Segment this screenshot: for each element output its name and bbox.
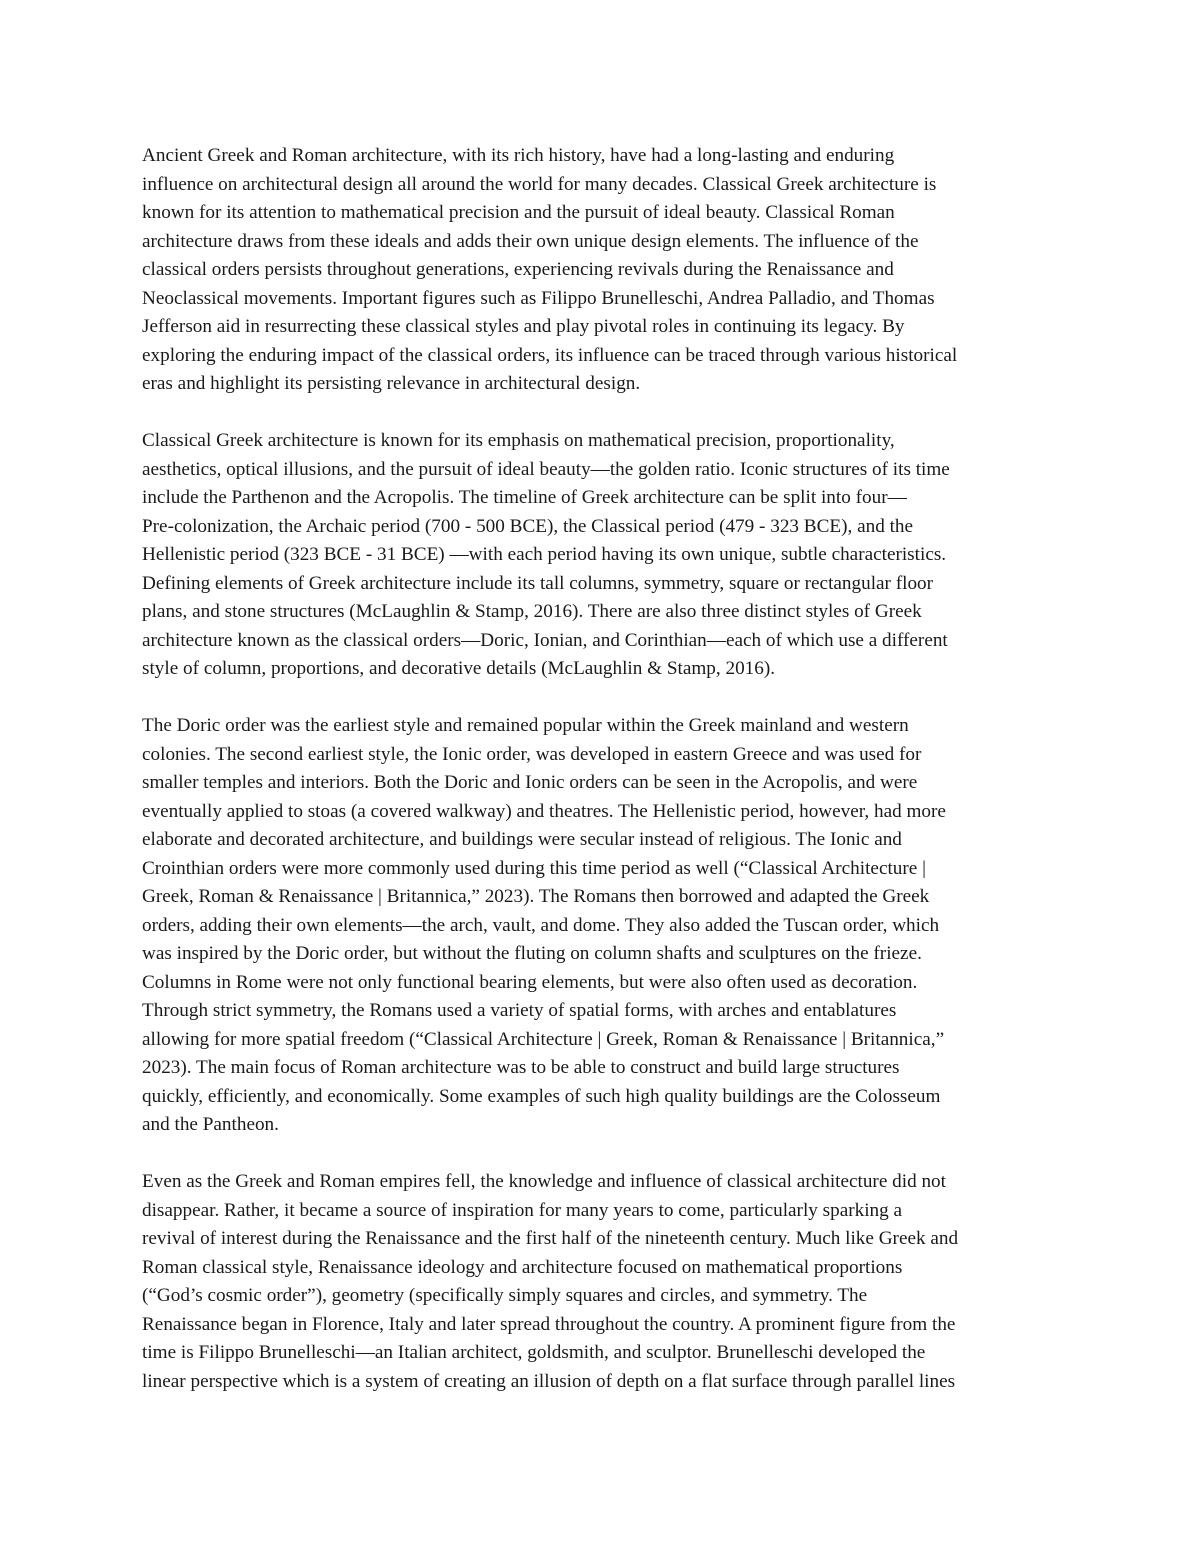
paragraph-renaissance-revival: Even as the Greek and Roman empires fell, the knowledge and influence of classical architecture did not disappear. Rather, it became a source of inspiration for many years to come, particularly sparking a revival of interest during the Renaissance and the first half of the nineteenth century. Much like Greek and Roman classical style, Renaissance ideology and architecture focused on mathematical proportions (“God’s cosmic order”), geometry (specifically simply squares and circles, and symmetry. The Renaissance began in Florence, Italy and later spread throughout the country. A prominent figure from the time is Filippo Brunelleschi—an Italian architect, goldsmith, and sculptor. Brunelleschi developed the linear perspective which is a system of creating an illusion of depth on a flat surface through parallel lines (142, 1171, 959, 1392)
paragraph-introduction: Ancient Greek and Roman architecture, with its rich history, have had a long-lasting and enduring influence on architectural design all around the world for many decades. Classical Greek architecture is known for its attention to mathematical precision and the pursuit of ideal beauty. Classical Roman architecture draws from these ideals and adds their own unique design elements. The influence of the classical orders persists throughout generations, experiencing revivals during the Renaissance and Neoclassical movements. Important figures such as Filippo Brunelleschi, Andrea Palladio, and Thomas Jefferson aid in resurrecting these classical styles and play pivotal roles in continuing its legacy. By exploring the enduring impact of the classical orders, its influence can be traced through various historical eras and highlight its persisting relevance in architectural design. (142, 145, 958, 394)
document-body (142, 142, 1060, 1396)
paragraph-greek-architecture: Classical Greek architecture is known for its emphasis on mathematical precision, proportionality, aesthetics, optical illusions, and the pursuit of ideal beauty—the golden ratio. Iconic structures of its time include the Parthenon and the Acropolis. The timeline of Greek architecture can be split into four— Pre-colonization, the Archaic period (700 - 500 BCE), the Classical period (479 - 323 BCE), and the Hellenistic period (323 BCE - 31 BCE) —with each period having its own unique, subtle characteristics. Defining elements of Greek architecture include its tall columns, symmetry, square or rectangular floor plans, and stone structures (McLaughlin & Stamp, 2016). There are also three distinct styles of Greek architecture known as the classical orders—Doric, Ionian, and Corinthian—each of which use a different style of column, proportions, and decorative details (McLaughlin & Stamp, 2016). (142, 430, 950, 679)
paragraph-orders-and-roman-architecture: The Doric order was the earliest style and remained popular within the Greek mainland and western colonies. The second earliest style, the Ionic order, was developed in eastern Greece and was used for smaller temples and interiors. Both the Doric and Ionic orders can be seen in the Acropolis, and were eventually applied to stoas (a covered walkway) and theatres. The Hellenistic period, however, had more elaborate and decorated architecture, and buildings were secular instead of religious. The Ionic and Crointhian orders were more commonly used during this time period as well (“Classical Architecture | Greek, Roman & Renaissance | Britannica,” 2023). The Romans then borrowed and adapted the Greek orders, adding their own elements—the arch, vault, and dome. They also added the Tuscan order, which was inspired by the Doric order, but without the fluting on column shafts and sculptures on the frieze. Columns in Rome were not only functional bearing elements, but were also often used as decoration. Through strict symmetry, the Romans used a variety of spatial forms, with arches and entablatures allowing for more spatial freedom (“Classical Architecture | Greek, Roman & Renaissance | Britannica,” 2023). The main focus of Roman architecture was to be able to construct and build large structures quickly, efficiently, and economically. Some examples of such high quality buildings are the Colosseum and the Pantheon. (142, 715, 946, 1135)
